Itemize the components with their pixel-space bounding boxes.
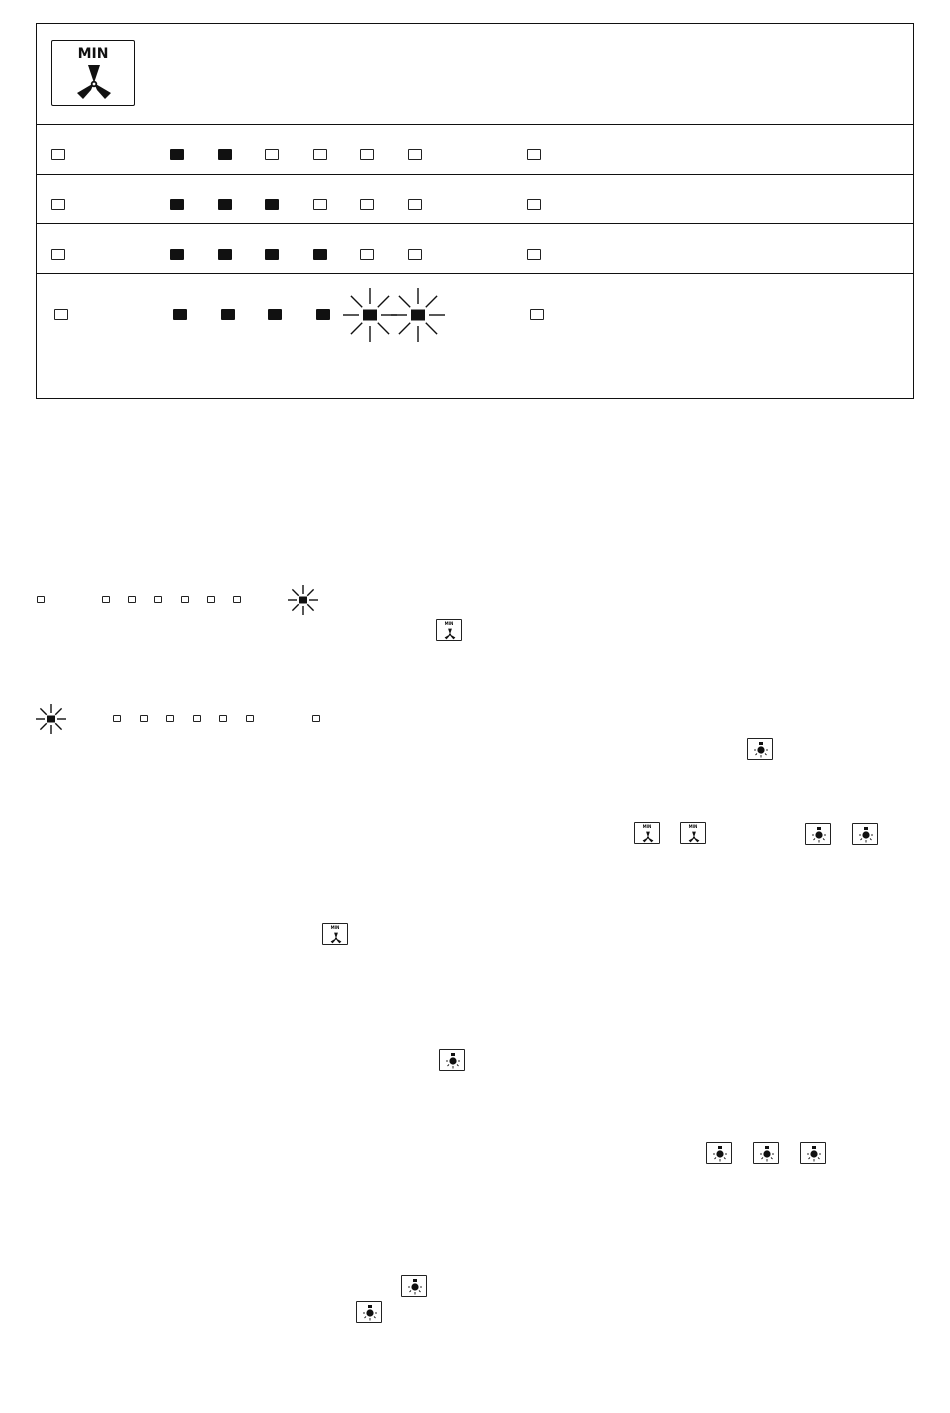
fan-icon (329, 932, 343, 944)
fan-min-button-label: MIN (77, 46, 109, 62)
led-on (218, 249, 232, 260)
led-off (113, 715, 121, 722)
fan-speed-table (36, 23, 914, 399)
fan-icon (443, 628, 457, 640)
led-off (102, 596, 110, 603)
fan-min-button-icon (680, 822, 706, 844)
fan-min-mini-label: MIN (642, 824, 652, 829)
led-off (360, 199, 374, 210)
light-bulb-icon (406, 1278, 424, 1296)
fan-min-mini-label: MIN (688, 824, 698, 829)
led-on (170, 199, 184, 210)
light-bulb-icon (805, 1145, 823, 1163)
light-bulb-icon (810, 826, 828, 844)
led-on (170, 149, 184, 160)
table-divider (37, 124, 913, 125)
led-off (37, 596, 45, 603)
led-off (51, 199, 65, 210)
led-off (527, 199, 541, 210)
fan-min-button-icon (436, 619, 462, 641)
led-off (140, 715, 148, 722)
table-divider (37, 273, 913, 274)
led-off (408, 199, 422, 210)
led-off (166, 715, 174, 722)
fan-min-mini-label: MIN (444, 621, 454, 626)
led-off (128, 596, 136, 603)
light-button-icon (753, 1142, 779, 1164)
led-off (265, 149, 279, 160)
led-off (181, 596, 189, 603)
led-off (54, 309, 68, 320)
fan-min-button[interactable] (51, 40, 135, 106)
led-on (170, 249, 184, 260)
led-off (530, 309, 544, 320)
led-off (408, 149, 422, 160)
led-off (207, 596, 215, 603)
led-off (313, 149, 327, 160)
led-on (265, 199, 279, 210)
led-off (246, 715, 254, 722)
led-off (219, 715, 227, 722)
led-off (408, 249, 422, 260)
light-button-icon (356, 1301, 382, 1323)
table-divider (37, 223, 913, 224)
fan-icon (74, 63, 114, 101)
light-button-icon (706, 1142, 732, 1164)
led-off (360, 249, 374, 260)
fan-min-button-icon (322, 923, 348, 945)
led-off (51, 149, 65, 160)
fan-min-button-icon (634, 822, 660, 844)
led-on (316, 309, 330, 320)
led-off (193, 715, 201, 722)
fan-icon (687, 831, 701, 843)
table-divider (37, 174, 913, 175)
light-button-icon (401, 1275, 427, 1297)
light-button-icon (852, 823, 878, 845)
light-bulb-icon (857, 826, 875, 844)
light-bulb-icon (752, 741, 770, 759)
led-off (360, 149, 374, 160)
led-on (268, 309, 282, 320)
led-on (221, 309, 235, 320)
led-off (233, 596, 241, 603)
led-on (218, 149, 232, 160)
light-bulb-icon (444, 1052, 462, 1070)
led-on (218, 199, 232, 210)
led-on (265, 249, 279, 260)
led-off (313, 199, 327, 210)
light-button-icon (439, 1049, 465, 1071)
led-off (154, 596, 162, 603)
light-bulb-icon (361, 1304, 379, 1322)
led-off (312, 715, 320, 722)
light-button-icon (805, 823, 831, 845)
light-bulb-icon (711, 1145, 729, 1163)
light-bulb-icon (758, 1145, 776, 1163)
blinking-led-icon (34, 702, 68, 736)
led-off (51, 249, 65, 260)
fan-min-mini-label: MIN (330, 925, 340, 930)
light-button-icon (747, 738, 773, 760)
led-off (527, 149, 541, 160)
fan-icon (641, 831, 655, 843)
led-on (313, 249, 327, 260)
led-off (527, 249, 541, 260)
led-on (173, 309, 187, 320)
light-button-icon (800, 1142, 826, 1164)
blinking-led-icon (389, 286, 447, 344)
blinking-led-icon (286, 583, 320, 617)
